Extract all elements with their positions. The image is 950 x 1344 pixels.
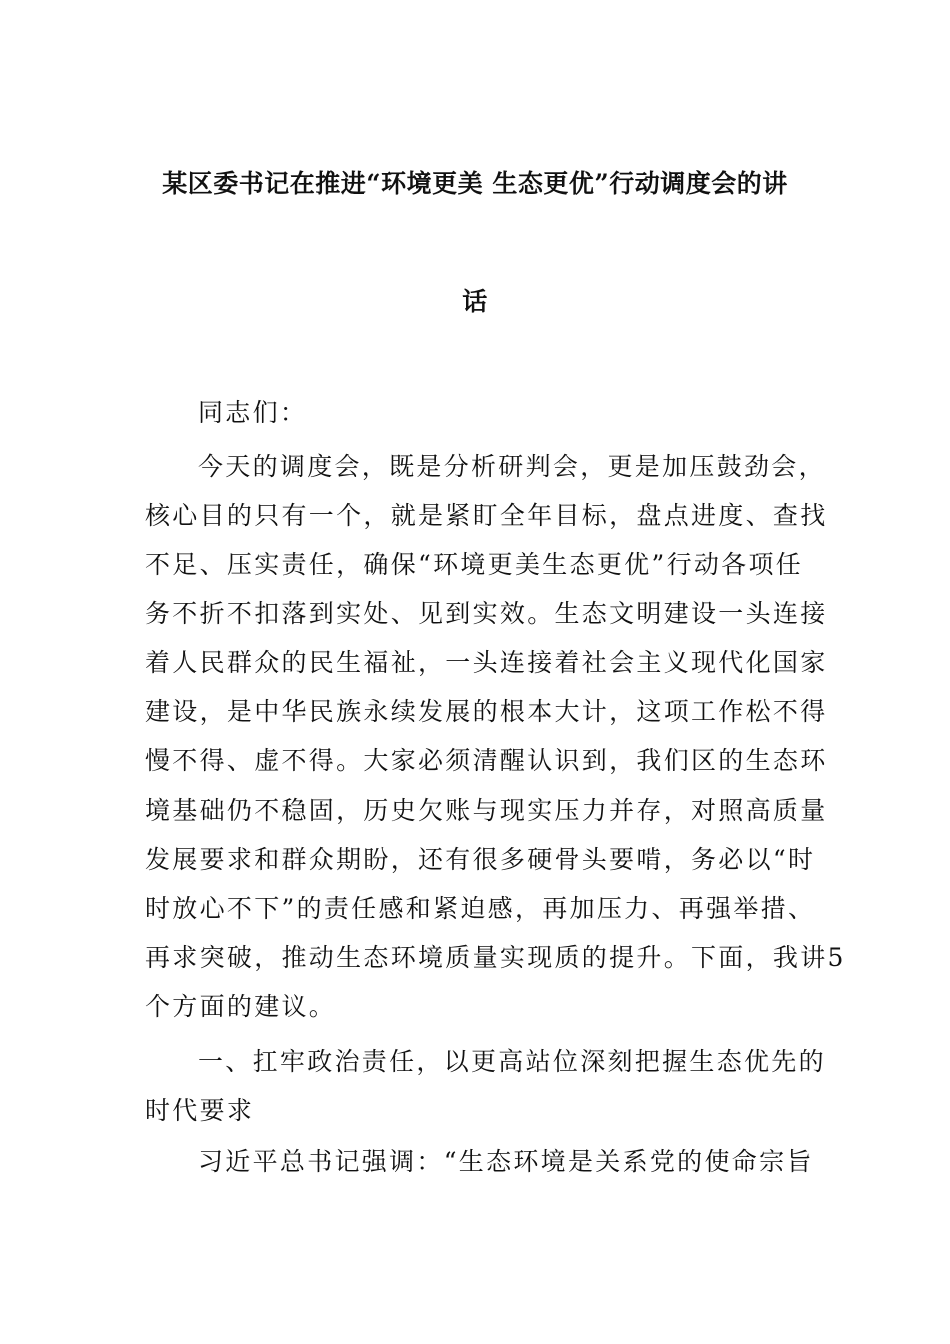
section-heading-line: 一、扛牢政治责任，以更高站位深刻把握生态优先的 [198,1047,826,1076]
paragraph-line: 慢不得、虚不得。大家必须清醒认识到，我们区的生态环 [145,746,828,775]
document-title-line-1: 某区委书记在推进“环境更美 生态更优”行动调度会的讲 [162,169,788,198]
paragraph-line: 今天的调度会，既是分析研判会，更是加压鼓劲会， [198,452,826,481]
paragraph-line: 务不折不扣落到实处、见到实效。生态文明建设一头连接 [145,599,828,628]
paragraph-line: 再求突破，推动生态环境质量实现质的提升。下面，我讲5 [145,943,846,972]
paragraph-line: 境基础仍不稳固，历史欠账与现实压力并存，对照高质量 [145,796,828,825]
paragraph-line: 时放心不下”的责任感和紧迫感，再加压力、再强举措、 [145,894,816,923]
section-heading-line: 时代要求 [145,1096,255,1125]
paragraph-line: 发展要求和群众期盼，还有很多硬骨头要啃，务必以“时 [145,845,816,874]
paragraph-line: 着人民群众的民生福祉，一头连接着社会主义现代化国家 [145,648,828,677]
paragraph-line: 个方面的建议。 [145,992,337,1021]
document-title-line-2: 话 [462,287,488,316]
paragraph-line: 建设，是中华民族永续发展的根本大计，这项工作松不得 [145,697,828,726]
salutation: 同志们： [198,398,308,427]
paragraph-line: 不足、压实责任，确保“环境更美生态更优”行动各项任 [145,550,804,579]
paragraph-line: 核心目的只有一个，就是紧盯全年目标，盘点进度、查找 [145,501,828,530]
paragraph-line: 习近平总书记强调：“生态环境是关系党的使命宗旨 [198,1147,814,1176]
